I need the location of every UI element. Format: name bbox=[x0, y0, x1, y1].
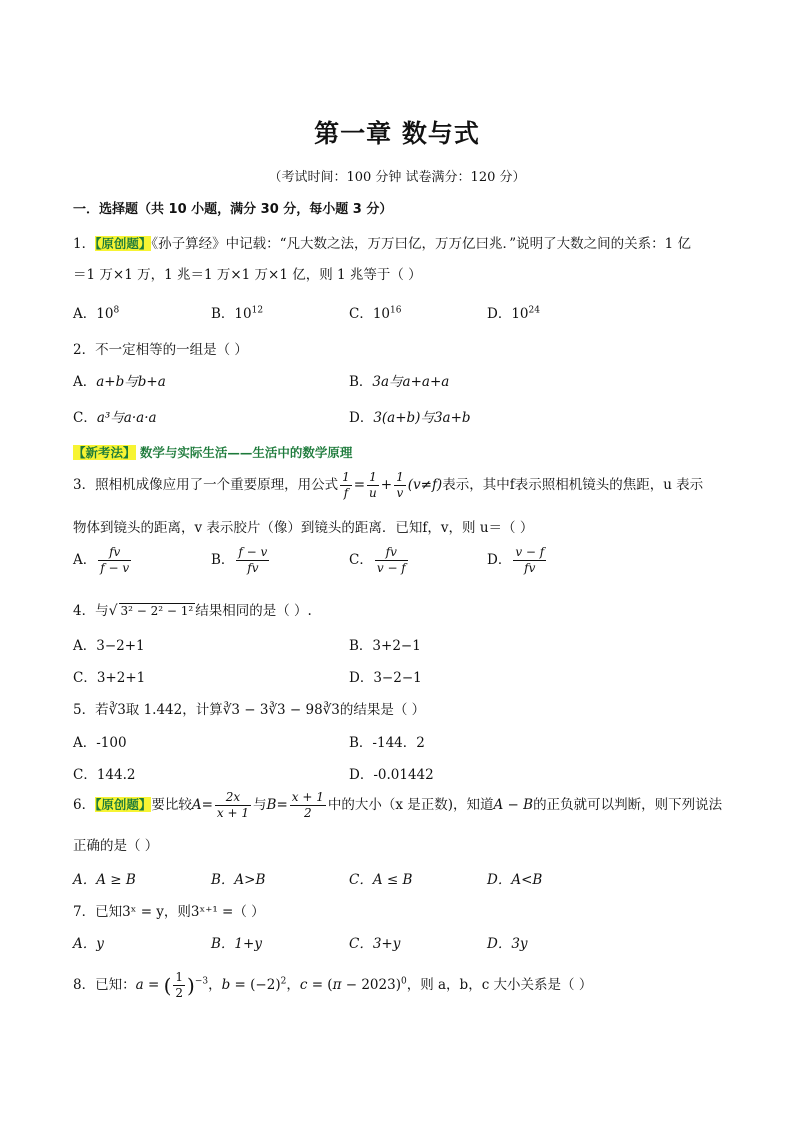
q2-stem: 2．不一定相等的一组是（ ） bbox=[73, 342, 248, 358]
q3-option-b[interactable]: B． $\frac{f - v}{fv}$ bbox=[211, 545, 268, 575]
new-method-tag: 【新考法】 bbox=[73, 445, 136, 460]
q7-option-a[interactable]: A．y bbox=[73, 936, 104, 952]
q6-option-a[interactable]: A．A ≥ B bbox=[73, 872, 136, 888]
q2-option-d[interactable]: D．3(a+b)与3a+b bbox=[349, 410, 471, 426]
q1-line2: ＝1 万×1 万，1 兆＝1 万×1 万×1 亿，则 1 兆等于（ ） bbox=[73, 267, 422, 283]
q1-line1: 1．【原创题】《孙子算经》中记载：“凡大数之法，万万曰亿，万万亿曰兆．”说明了大数之间的关系：1 亿 bbox=[73, 236, 692, 252]
exam-info: （考试时间：100 分钟 试卷满分：120 分） bbox=[268, 170, 526, 185]
original-tag: 【原创题】 bbox=[95, 797, 152, 812]
q7-option-b[interactable]: B．1+y bbox=[211, 936, 262, 952]
q1-option-d[interactable]: D．$10^{24}$ bbox=[487, 305, 540, 322]
q4-option-b[interactable]: B．3+2−1 bbox=[349, 638, 421, 654]
q5-option-b[interactable]: B．-144．2 bbox=[349, 735, 425, 751]
q2-option-a[interactable]: A．a+b与b+a bbox=[73, 374, 166, 390]
page-title: 第一章 数与式 bbox=[314, 119, 480, 148]
q4-stem: 4．与√ 3² − 2² − 1² 结果相同的是（ ）. bbox=[73, 603, 312, 619]
q3-option-d[interactable]: D． $\frac{v - f}{fv}$ bbox=[487, 545, 545, 575]
q7-option-c[interactable]: C．3+y bbox=[349, 936, 401, 952]
q3-line1: 3．照相机成像应用了一个重要原理，用公式 $\frac{1}{f}$ = $\frac{1}{u}$ + $\frac{1}{v}$ (v≠f)表示，其中f表示照相机镜头的焦距，u 表示 bbox=[73, 470, 704, 500]
q1-option-a[interactable]: A．$10^8$ bbox=[73, 305, 120, 322]
q3-option-c[interactable]: C． $\frac{fv}{v - f}$ bbox=[349, 545, 406, 575]
q4-option-d[interactable]: D．3−2−1 bbox=[349, 670, 422, 686]
q5-stem: 5．若∛3取 1.442，计算∛3 − 3∛3 − 98∛3的结果是（ ） bbox=[73, 702, 426, 718]
q3-line2: 物体到镜头的距离，v 表示胶片（像）到镜头的距离．已知f，v，则 u＝（ ） bbox=[73, 520, 534, 536]
q5-option-d[interactable]: D．-0.01442 bbox=[349, 767, 434, 783]
q1-option-b[interactable]: B．$10^{12}$ bbox=[211, 305, 264, 322]
q7-stem: 7．已知3ˣ = y，则3ˣ⁺¹ =（ ） bbox=[73, 904, 265, 920]
q1-option-c[interactable]: C．$10^{16}$ bbox=[349, 305, 402, 322]
q5-option-c[interactable]: C．144.2 bbox=[73, 767, 136, 783]
q3-option-a[interactable]: A． $\frac{fv}{f - v}$ bbox=[73, 545, 130, 575]
q6-option-c[interactable]: C．A ≤ B bbox=[349, 872, 413, 888]
q2-option-c[interactable]: C．a³与a·a·a bbox=[73, 410, 157, 426]
original-tag: 【原创题】 bbox=[95, 236, 152, 251]
q6-option-b[interactable]: B．A>B bbox=[211, 872, 266, 888]
q6-option-d[interactable]: D．A<B bbox=[487, 872, 543, 888]
q6-line2: 正确的是（ ） bbox=[73, 838, 159, 854]
q5-option-a[interactable]: A．-100 bbox=[73, 735, 127, 751]
q2-option-b[interactable]: B．3a与a+a+a bbox=[349, 374, 450, 390]
new-method-heading: 【新考法】 数学与实际生活——生活中的数学原理 bbox=[73, 445, 353, 460]
q4-option-c[interactable]: C．3+2+1 bbox=[73, 670, 146, 686]
q7-option-d[interactable]: D．3y bbox=[487, 936, 528, 952]
q8-stem: 8．已知：a = ( $\frac{1}{2}$ )$^{-3}$，$b = (-2)^2$，$c = (\pi - 2023)^0$，则 a，b，c 大小关系是（ ） bbox=[73, 970, 593, 1000]
q4-option-a[interactable]: A．3−2+1 bbox=[73, 638, 145, 654]
q6-line1: 6．【原创题】要比较A= $\frac{2x}{x + 1}$ 与B= $\frac{x + 1}{2}$ 中的大小（x 是正数)，知道A − B的正负就可以判断，则下列说法 bbox=[73, 790, 723, 820]
section-heading: 一．选择题（共 10 小题，满分 30 分，每小题 3 分） bbox=[73, 202, 393, 217]
